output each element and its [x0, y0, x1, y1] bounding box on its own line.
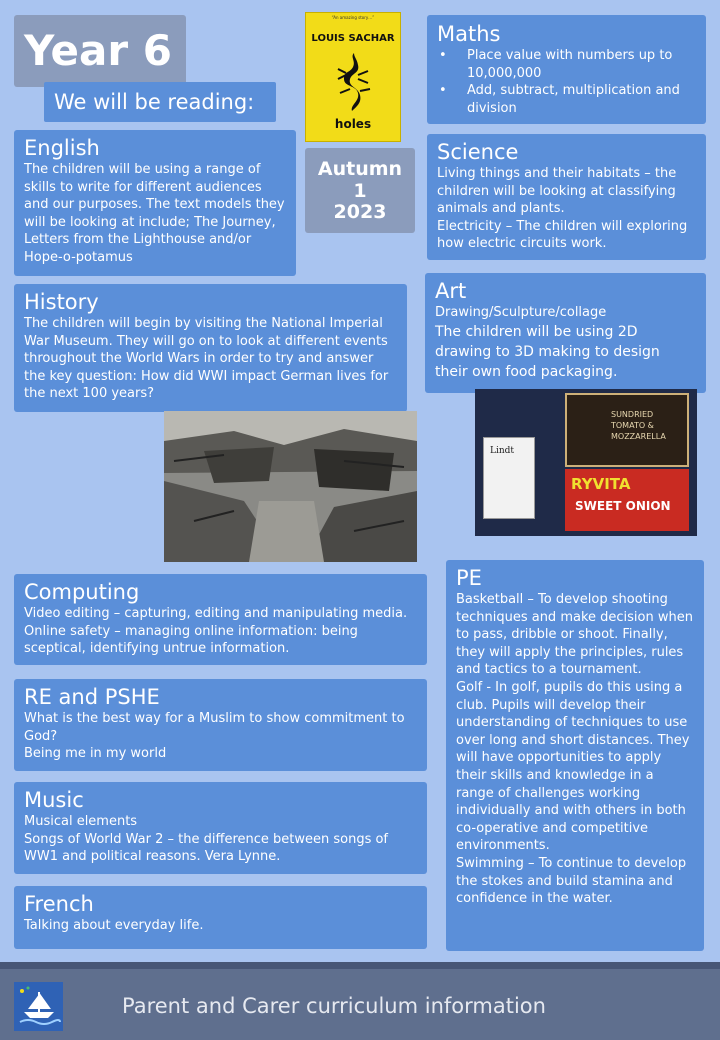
- tomato-label: SUNDRIED TOMATO & MOZZARELLA: [611, 410, 666, 441]
- footer: [0, 962, 720, 1040]
- maths-heading: Maths: [437, 22, 501, 46]
- re-pshe-heading: RE and PSHE: [24, 685, 160, 709]
- lizard-icon: [332, 49, 376, 115]
- book-title: holes: [334, 117, 372, 131]
- reading-label-box: [44, 82, 276, 122]
- term-box: [305, 148, 415, 233]
- school-logo: [14, 982, 63, 1031]
- science-text: Living things and their habitats – the children will be looking at classifying animals and plants. Electricity – The children will exploring how electric circuits work.: [437, 166, 688, 252]
- packaging-photo: [475, 389, 697, 536]
- history-panel: [14, 284, 407, 412]
- music-heading: Music: [24, 788, 84, 812]
- music-panel: [14, 782, 427, 874]
- trench-photo: [164, 411, 417, 562]
- footer-text: Parent and Carer curriculum information: [122, 994, 546, 1018]
- pe-text: Basketball – To develop shooting techniques and make decision when to pass, dribble or shoot. Finally, they will apply the principles, rules and tactics to a tournament. Golf - In golf, pupils do this using a club. Pupils will develop their understanding of techniques to use over long and short distances. They will have opportunities to apply their skills and knowledge in a range of challenges working individually and with others in both co-operative and competitive environments. Swimming – To continue to develop the stokes and build stamina and confidence in the water.: [456, 592, 693, 907]
- term-line-3: 2023: [333, 201, 387, 223]
- music-text: Musical elements Songs of World War 2 – the difference between songs of WW1 and political reasons. Vera Lynne.: [24, 814, 389, 865]
- computing-heading: Computing: [24, 580, 140, 604]
- sweet-onion-label: SWEET ONION: [575, 499, 671, 513]
- year-title-box: [14, 15, 186, 87]
- maths-list: [437, 47, 696, 117]
- book-cover: [305, 12, 401, 142]
- french-text: Talking about everyday life.: [24, 918, 204, 933]
- pe-panel: [446, 560, 704, 951]
- ryvita-box: [565, 469, 689, 531]
- book-author: LOUIS SACHAR: [311, 33, 395, 44]
- computing-text: Video editing – capturing, editing and manipulating media. Online safety – managing online information: being sceptical, identifying untrue information.: [24, 606, 408, 657]
- art-heading: Art: [435, 279, 467, 303]
- history-text: The children will begin by visiting the National Imperial War Museum. They will go on to look at different events throughout the World Wars in order to try and answer the key question: How did WWI impact German lives for the next 100 years?: [24, 316, 389, 402]
- french-heading: French: [24, 892, 94, 916]
- french-panel: [14, 886, 427, 949]
- book-blurb: “An amazing story…”: [331, 15, 375, 20]
- art-text-2: The children will be using 2D drawing to 3D making to design their own food packaging.: [435, 323, 660, 380]
- maths-item-1: • Place value with numbers up to 10,000,000: [437, 47, 696, 82]
- english-panel: [14, 130, 296, 276]
- re-pshe-text: What is the best way for a Muslim to show commitment to God? Being me in my world: [24, 711, 405, 762]
- maths-item-2: • Add, subtract, multiplication and division: [437, 82, 696, 117]
- term-line-1: Autumn: [317, 158, 403, 180]
- science-panel: [427, 134, 706, 260]
- trench-image: [164, 411, 417, 562]
- art-panel: [425, 273, 706, 393]
- lindt-box: [483, 437, 535, 519]
- lindt-label: Lindt: [490, 446, 515, 456]
- reading-label: We will be reading:: [54, 90, 255, 114]
- science-heading: Science: [437, 140, 519, 164]
- history-heading: History: [24, 290, 99, 314]
- re-pshe-panel: [14, 679, 427, 771]
- english-heading: English: [24, 136, 100, 160]
- year-title: Year 6: [24, 26, 172, 75]
- english-text: The children will be using a range of skills to write for different audiences and our purposes. The text models they will be looking at include; The Journey, Letters from the Lighthouse and/or Hope-o-potamus: [24, 162, 285, 265]
- maths-panel: [427, 15, 706, 124]
- ryvita-label: RYVITA: [571, 475, 631, 493]
- ship-icon: [14, 982, 63, 1031]
- computing-panel: [14, 574, 427, 665]
- term-line-2: 1: [353, 179, 367, 202]
- art-text-1: Drawing/Sculpture/collage: [435, 305, 607, 320]
- pe-heading: PE: [456, 566, 482, 590]
- tomato-box: [565, 393, 689, 467]
